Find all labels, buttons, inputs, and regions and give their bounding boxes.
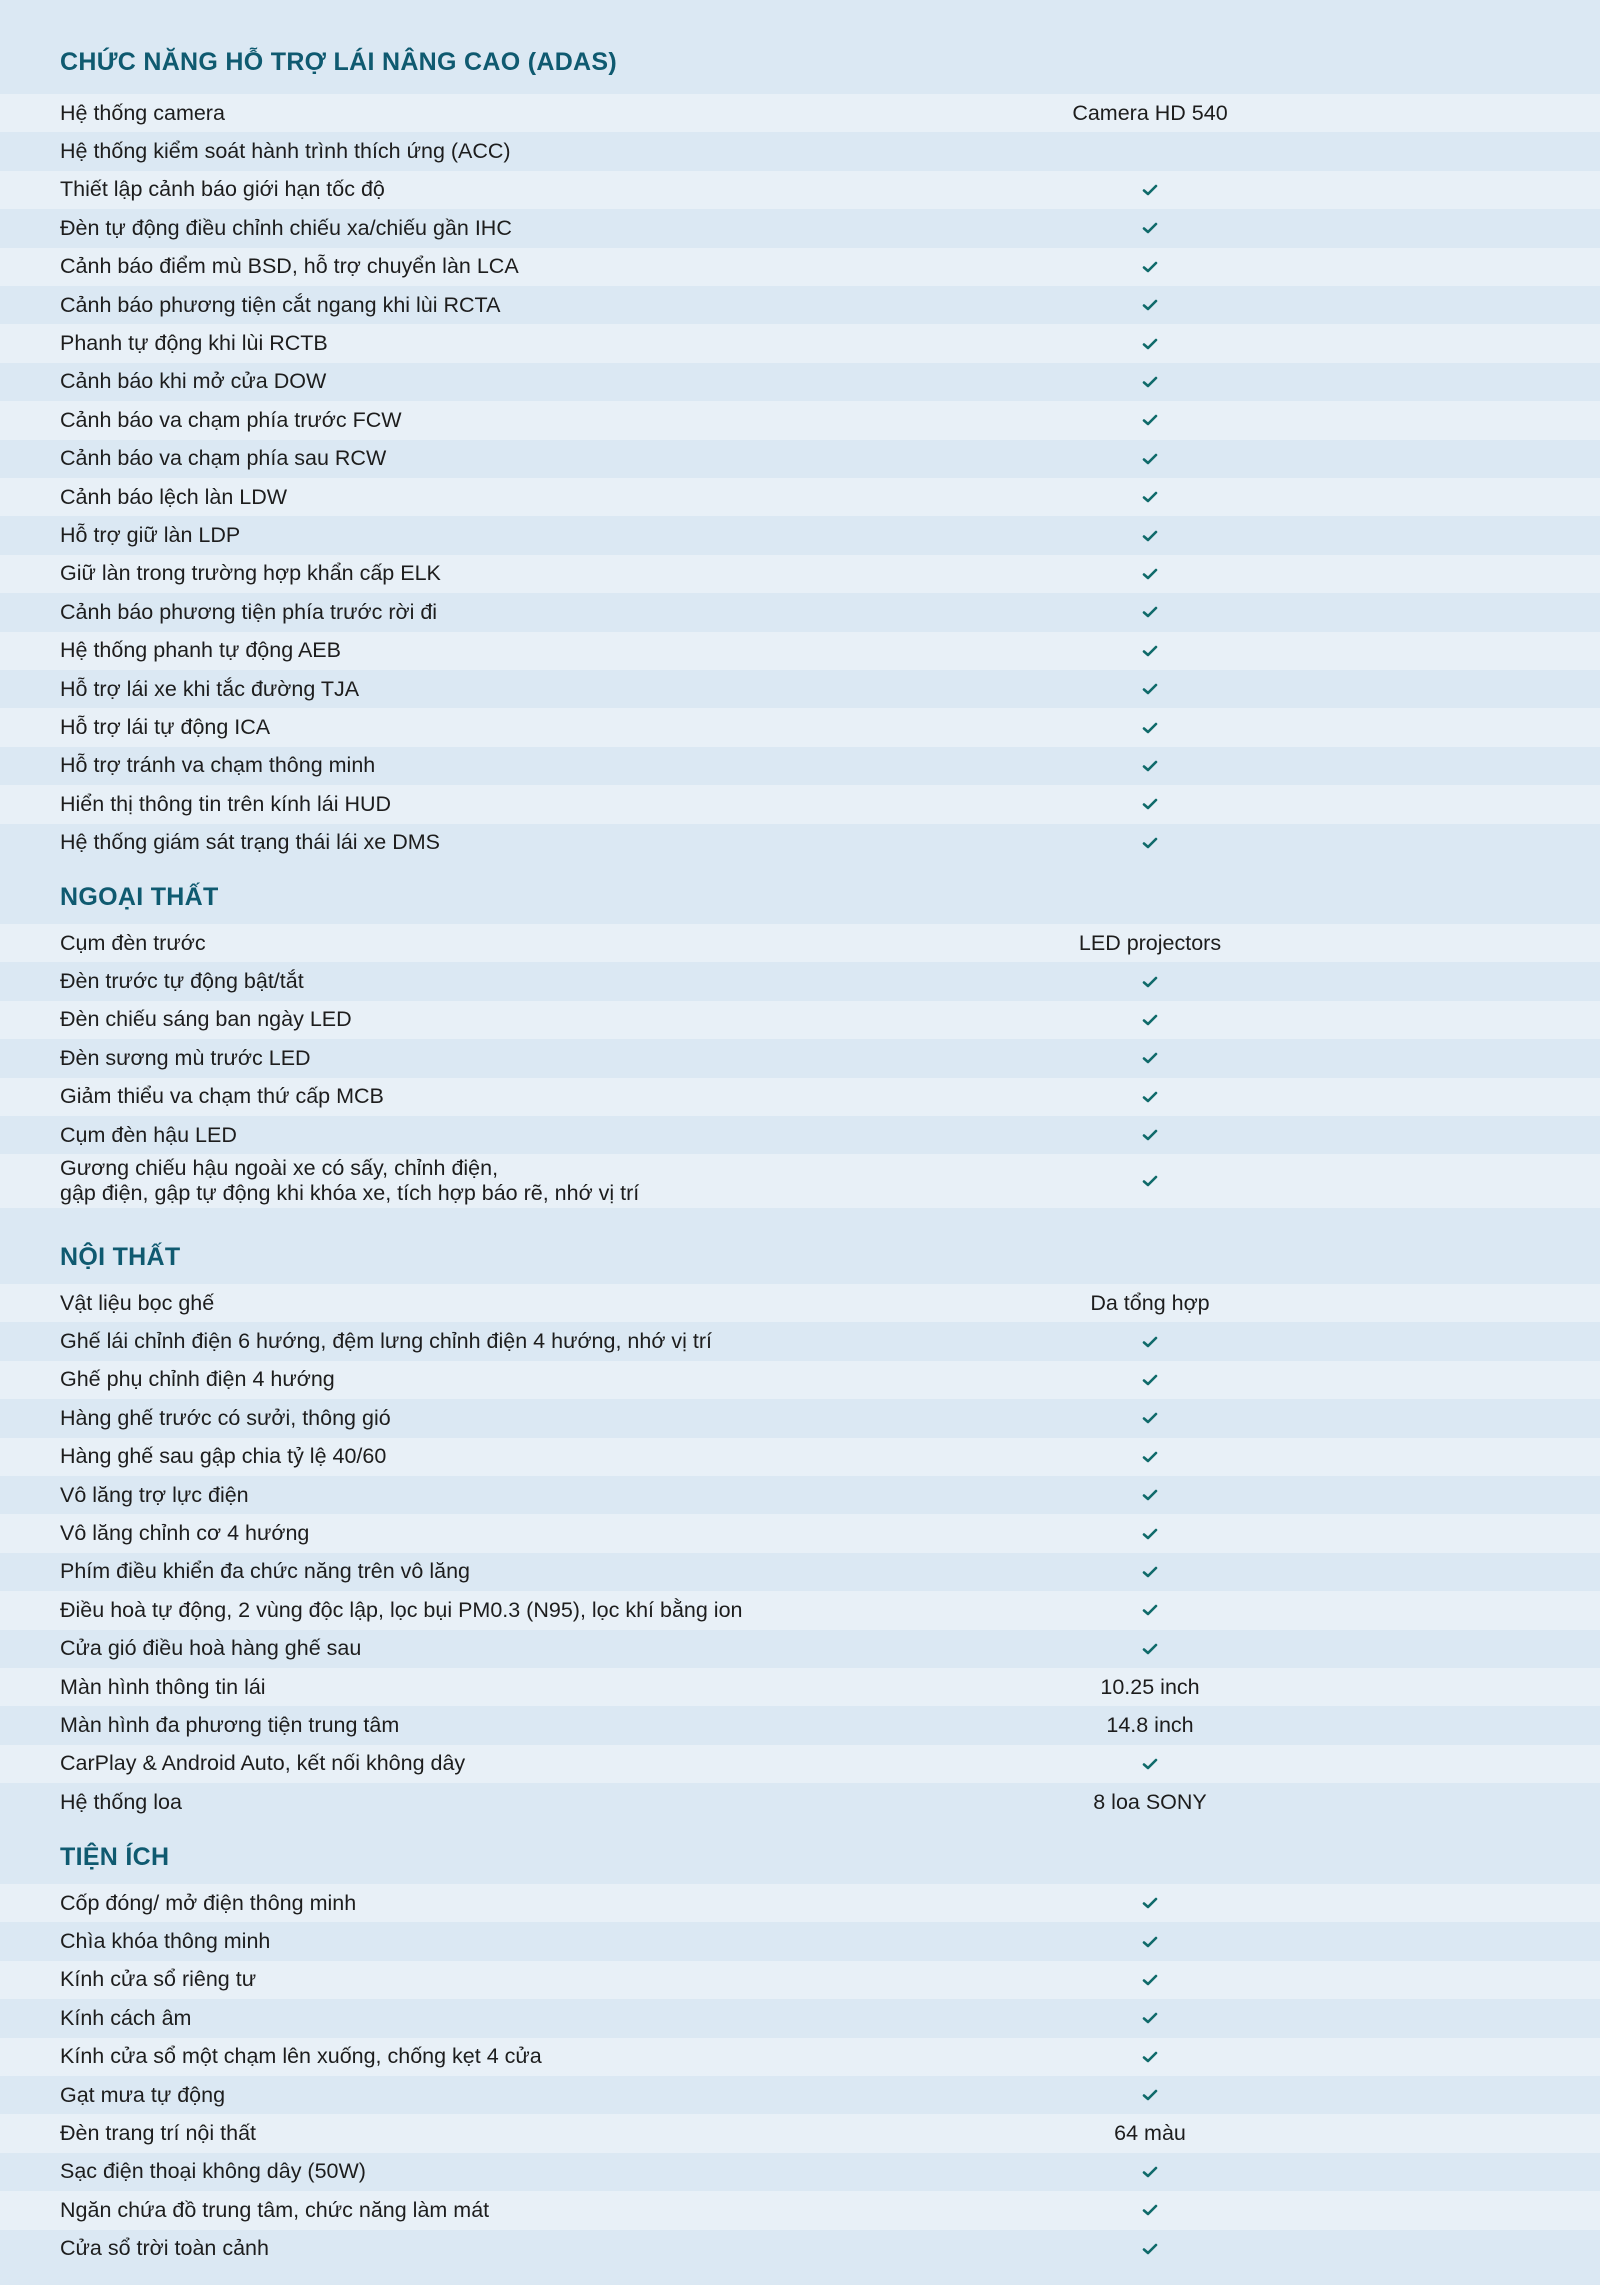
spec-row [0, 1399, 1600, 1437]
spec-label: Kính cách âm [60, 2005, 192, 2030]
checkmark-icon [1141, 603, 1159, 621]
checkmark-icon [1141, 1755, 1159, 1773]
spec-row [0, 1591, 1600, 1629]
checkmark-icon [1141, 680, 1159, 698]
spec-row [0, 1001, 1600, 1039]
spec-row [0, 1922, 1600, 1960]
spec-row [0, 1361, 1600, 1399]
checkmark-icon [1141, 757, 1159, 775]
spec-label: Sạc điện thoại không dây (50W) [60, 2159, 366, 2184]
spec-row [0, 2076, 1600, 2114]
spec-label: Thiết lập cảnh báo giới hạn tốc độ [60, 177, 385, 202]
checkmark-icon [1141, 1333, 1159, 1351]
spec-row [0, 94, 1600, 132]
spec-label: Cốp đóng/ mở điện thông minh [60, 1890, 357, 1915]
checkmark-icon [1141, 258, 1159, 276]
spec-label: Hiển thị thông tin trên kính lái HUD [60, 791, 392, 816]
spec-label: Hỗ trợ tránh va chạm thông minh [60, 753, 376, 778]
spec-value: 64 màu [1114, 2121, 1186, 2146]
spec-row [0, 747, 1600, 785]
checkmark-icon [1141, 1409, 1159, 1427]
spec-row [0, 286, 1600, 324]
spec-label: Ghế lái chỉnh điện 6 hướng, đệm lưng chỉnh điện 4 hướng, nhớ vị trí [60, 1329, 713, 1354]
checkmark-icon [1141, 1486, 1159, 1504]
checkmark-icon [1141, 488, 1159, 506]
spec-label: Kính cửa sổ riêng tư [60, 1967, 257, 1992]
checkmark-icon [1141, 527, 1159, 545]
checkmark-icon [1141, 373, 1159, 391]
checkmark-icon [1141, 565, 1159, 583]
spec-row [0, 924, 1600, 962]
spec-label: Đèn trang trí nội thất [60, 2121, 256, 2146]
checkmark-icon [1141, 1172, 1159, 1190]
spec-label: Gạt mưa tự động [60, 2082, 226, 2107]
spec-row [0, 670, 1600, 708]
spec-row [0, 2191, 1600, 2229]
spec-row [0, 401, 1600, 439]
spec-row [0, 248, 1600, 286]
spec-row [0, 1116, 1600, 1154]
checkmark-icon [1141, 2201, 1159, 2219]
spec-label: Màn hình thông tin lái [60, 1674, 266, 1699]
spec-row [0, 516, 1600, 554]
spec-label: Hệ thống phanh tự động AEB [60, 638, 341, 663]
spec-label: Cảnh báo va chạm phía trước FCW [60, 407, 402, 432]
section-title: CHỨC NĂNG HỖ TRỢ LÁI NÂNG CAO (ADAS) [60, 48, 618, 76]
spec-row [0, 632, 1600, 670]
spec-label: CarPlay & Android Auto, kết nối không dây [60, 1751, 466, 1776]
spec-row [0, 1078, 1600, 1116]
checkmark-icon [1141, 1011, 1159, 1029]
spec-label: Gương chiếu hậu ngoài xe có sấy, chỉnh điện, gập điện, gập tự động khi khóa xe, tích hợp báo rẽ, nhớ vị trí [60, 1156, 640, 1206]
checkmark-icon [1141, 795, 1159, 813]
section-title: NỘI THẤT [60, 1243, 181, 1271]
spec-label: Phanh tự động khi lùi RCTB [60, 331, 328, 356]
checkmark-icon [1141, 719, 1159, 737]
checkmark-icon [1141, 642, 1159, 660]
spec-row [0, 2038, 1600, 2076]
spec-label: Màn hình đa phương tiện trung tâm [60, 1713, 400, 1738]
spec-row [0, 1154, 1600, 1208]
spec-label: Hệ thống loa [60, 1789, 182, 1814]
spec-row [0, 824, 1600, 862]
spec-row [0, 785, 1600, 823]
spec-label: Cụm đèn trước [60, 930, 206, 955]
checkmark-icon [1141, 834, 1159, 852]
checkmark-icon [1141, 2048, 1159, 2066]
spec-row [0, 593, 1600, 631]
spec-value: 10.25 inch [1100, 1674, 1200, 1699]
spec-row [0, 1438, 1600, 1476]
spec-row [0, 2114, 1600, 2152]
spec-label: Ngăn chứa đồ trung tâm, chức năng làm mát [60, 2197, 490, 2222]
checkmark-icon [1141, 296, 1159, 314]
spec-label: Vật liệu bọc ghế [60, 1290, 215, 1315]
spec-label: Ghế phụ chỉnh điện 4 hướng [60, 1367, 335, 1392]
spec-label: Cảnh báo phương tiện cắt ngang khi lùi RCTA [60, 292, 501, 317]
checkmark-icon [1141, 2240, 1159, 2258]
spec-label: Hệ thống kiểm soát hành trình thích ứng (ACC) [60, 139, 511, 164]
spec-label: Cảnh báo phương tiện phía trước rời đi [60, 599, 438, 624]
spec-row [0, 324, 1600, 362]
spec-label: Hỗ trợ lái tự động ICA [60, 715, 271, 740]
spec-row [0, 1630, 1600, 1668]
spec-label: Cảnh báo va chạm phía sau RCW [60, 446, 387, 471]
spec-label: Cảnh báo lệch làn LDW [60, 484, 288, 509]
spec-row [0, 132, 1600, 170]
checkmark-icon [1141, 1563, 1159, 1581]
spec-label: Đèn sương mù trước LED [60, 1045, 311, 1070]
checkmark-icon [1141, 1088, 1159, 1106]
checkmark-icon [1141, 2086, 1159, 2104]
spec-label: Chìa khóa thông minh [60, 1929, 271, 1954]
checkmark-icon [1141, 973, 1159, 991]
spec-row [0, 1668, 1600, 1706]
spec-row [0, 1783, 1600, 1821]
spec-row [0, 1322, 1600, 1360]
spec-row [0, 1884, 1600, 1922]
spec-row [0, 1514, 1600, 1552]
checkmark-icon [1141, 1371, 1159, 1389]
spec-label: Cửa gió điều hoà hàng ghế sau [60, 1636, 362, 1661]
spec-row [0, 171, 1600, 209]
checkmark-icon [1141, 1525, 1159, 1543]
spec-row [0, 440, 1600, 478]
spec-label: Đèn tự động điều chỉnh chiếu xa/chiếu gần IHC [60, 215, 512, 240]
checkmark-icon [1141, 450, 1159, 468]
checkmark-icon [1141, 1448, 1159, 1466]
spec-value: LED projectors [1078, 930, 1222, 955]
spec-label: Phím điều khiển đa chức năng trên vô lăng [60, 1559, 471, 1584]
spec-label: Vô lăng trợ lực điện [60, 1482, 249, 1507]
spec-label: Điều hoà tự động, 2 vùng độc lập, lọc bụi PM0.3 (N95), lọc khí bằng ion [60, 1597, 743, 1622]
spec-row [0, 1284, 1600, 1322]
spec-label: Hàng ghế trước có sưởi, thông gió [60, 1405, 391, 1430]
spec-label: Giảm thiểu va chạm thứ cấp MCB [60, 1084, 384, 1109]
spec-row [0, 1476, 1600, 1514]
spec-row [0, 962, 1600, 1000]
spec-row [0, 1999, 1600, 2037]
spec-value: Camera HD 540 [1072, 100, 1228, 125]
spec-row [0, 2153, 1600, 2191]
checkmark-icon [1141, 219, 1159, 237]
checkmark-icon [1141, 1933, 1159, 1951]
spec-row [0, 1039, 1600, 1077]
spec-label: Cảnh báo điểm mù BSD, hỗ trợ chuyển làn LCA [60, 254, 519, 279]
checkmark-icon [1141, 1640, 1159, 1658]
spec-row [0, 363, 1600, 401]
checkmark-icon [1141, 1601, 1159, 1619]
spec-label: Hỗ trợ lái xe khi tắc đường TJA [60, 676, 360, 701]
spec-value: 14.8 inch [1106, 1713, 1194, 1738]
spec-row [0, 209, 1600, 247]
checkmark-icon [1141, 1049, 1159, 1067]
spec-label: Đèn trước tự động bật/tắt [60, 969, 304, 994]
spec-label: Hỗ trợ giữ làn LDP [60, 523, 241, 548]
checkmark-icon [1141, 2009, 1159, 2027]
checkmark-icon [1141, 1126, 1159, 1144]
spec-label: Vô lăng chỉnh cơ 4 hướng [60, 1521, 310, 1546]
spec-label: Kính cửa sổ một chạm lên xuống, chống kẹt 4 cửa [60, 2044, 542, 2069]
spec-row [0, 1745, 1600, 1783]
checkmark-icon [1141, 335, 1159, 353]
spec-label: Giữ làn trong trường hợp khẩn cấp ELK [60, 561, 441, 586]
spec-value: Da tổng hợp [1090, 1290, 1210, 1315]
checkmark-icon [1141, 1894, 1159, 1912]
spec-label: Cửa sổ trời toàn cảnh [60, 2236, 269, 2261]
spec-label: Hàng ghế sau gập chia tỷ lệ 40/60 [60, 1444, 387, 1469]
checkmark-icon [1141, 411, 1159, 429]
checkmark-icon [1141, 1971, 1159, 1989]
spec-row [0, 1961, 1600, 1999]
checkmark-icon [1141, 2163, 1159, 2181]
spec-row [0, 2230, 1600, 2268]
spec-label: Đèn chiếu sáng ban ngày LED [60, 1007, 352, 1032]
spec-value: 8 loa SONY [1093, 1789, 1207, 1814]
spec-row [0, 708, 1600, 746]
spec-row [0, 1553, 1600, 1591]
spec-label: Hệ thống giám sát trạng thái lái xe DMS [60, 830, 441, 855]
spec-row [0, 555, 1600, 593]
spec-label: Cảnh báo khi mở cửa DOW [60, 369, 327, 394]
spec-label: Hệ thống camera [60, 100, 225, 125]
spec-row [0, 1706, 1600, 1744]
spec-label: Cụm đèn hậu LED [60, 1122, 237, 1147]
checkmark-icon [1141, 181, 1159, 199]
spec-row [0, 478, 1600, 516]
section-title: TIỆN ÍCH [60, 1843, 170, 1871]
section-title: NGOẠI THẤT [60, 883, 219, 911]
